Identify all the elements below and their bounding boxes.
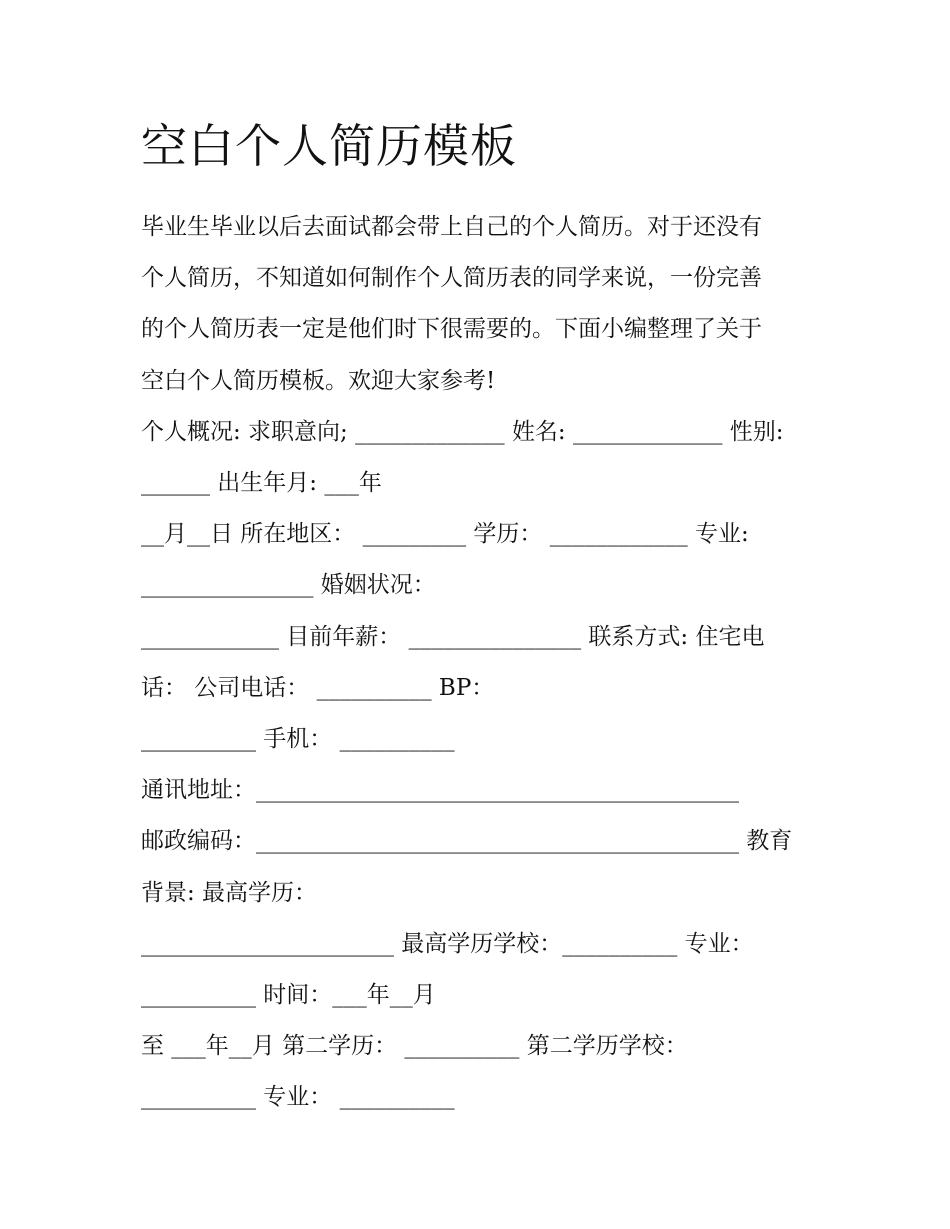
- text-line: 空白个人简历模板。欢迎大家参考!: [141, 367, 496, 394]
- text-line: ____________ 目前年薪： _______________ 联系方式: 住宅电: [141, 623, 765, 650]
- document-body: [141, 202, 821, 1124]
- text-line: 个人概况: 求职意向; _____________ 姓名: _____________ 性别:: [141, 418, 784, 445]
- text-line: __月__日 所在地区： _________ 学历： ____________ 专业:: [141, 521, 749, 548]
- text-line: ______ 出生年月: ___年: [141, 470, 382, 497]
- document-page: [141, 110, 821, 1124]
- text-line: 个人简历，不知道如何制作个人简历表的同学来说，一份完善: [141, 265, 762, 292]
- text-line: 邮政编码：__________________________________________ 教育: [141, 828, 793, 855]
- text-line: __________ 手机： __________: [141, 726, 455, 753]
- text-line: __________ 专业： __________: [141, 1084, 455, 1111]
- text-line: _______________ 婚姻状况：: [141, 572, 436, 599]
- text-line: 通讯地址：__________________________________________: [141, 777, 739, 804]
- text-line: 至 ___年__月 第二学历： __________ 第二学历学校：: [141, 1033, 688, 1060]
- text-line: 毕业生毕业以后去面试都会带上自己的个人简历。对于还没有: [141, 214, 762, 240]
- text-line: 背景: 最高学历：: [141, 879, 318, 906]
- text-line: 话： 公司电话： __________ BP：: [141, 674, 495, 701]
- text-line: __________ 时间：___年__月: [141, 982, 436, 1009]
- text-line: ______________________ 最高学历学校：__________ 专业：: [141, 930, 754, 957]
- text-line: 的个人简历表一定是他们时下很需要的。下面小编整理了关于: [141, 316, 762, 343]
- document-title: 空白个人简历模板: [141, 119, 517, 173]
